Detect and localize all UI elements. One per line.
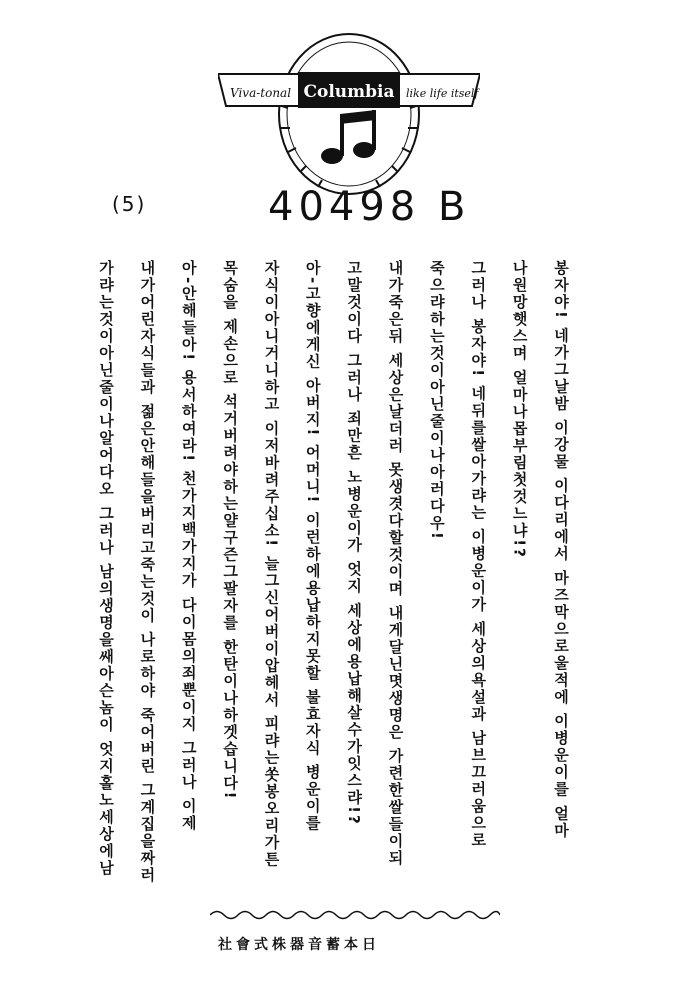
record-number: 40498 B <box>268 184 471 230</box>
columbia-logo <box>218 18 480 198</box>
lyrics-line: 목숨을 제손으로 석거버려야하는얄구즌그팔자를 한탄이나하겟습니다! <box>221 260 240 801</box>
lyrics-line: 고말것이다 그러나 죄만흔 노병운이가 엇지 세상에용납해살수가잇스랴!? <box>345 260 364 826</box>
lyrics-line: 봉자야! 네가그날밤 이강물 이다리에서 마즈막으로울적에 이병운이를 얼마 <box>551 260 570 840</box>
lyrics-line: 그러나 봉자야! 네뒤를쌀아가랴는 이병운이가 세상의욕설과 남브끄러움으로 <box>469 260 488 849</box>
lyrics-line: 아-안해들아! 용서하여라! 천가지백가지가 다이몸의죄뿐이지 그러나 이제 <box>179 260 198 833</box>
lyrics-line: 아-고향에게신 아버지! 어머니! 이런하에용납하지못할 불효자식 병운이를 <box>303 260 322 833</box>
page-number: (5) <box>112 192 147 216</box>
lyrics-line: 내가죽은뒤 세상은날더러 못생겻다할것이며 내게달닌몃생명은 가련한쌀들이되 <box>386 260 405 867</box>
music-note-icon <box>321 110 376 164</box>
logo-brand: Columbia <box>303 82 395 102</box>
wavy-divider <box>210 908 500 922</box>
logo-left-motto: Viva-tonal <box>230 86 292 100</box>
lyrics-line: 죽으랴하는것이아닌줄이나아러다우! <box>427 260 446 541</box>
lyrics-line: 나원망햇스며 얼마나몹부림첫것느냐!? <box>510 260 529 559</box>
publisher-name: 日本蓄音器株式會社 <box>218 937 380 953</box>
lyrics-line: 가랴는것이아닌줄이나알어다오 그러나 남의생명을쌔아슨놈이 엇지홀노세상에남 <box>97 260 115 877</box>
lyrics-line: 자식이아니거니하고 이저바려주십소! 늘그신어버이압헤서 피랴는쏫봉오리가튼 <box>262 260 281 869</box>
lyrics-block <box>98 260 568 900</box>
logo-right-motto: like life itself <box>406 87 479 100</box>
lyrics-line: 내가어린자식들과 젊은안해들을버리고죽는것이 나로하야 죽어버린 그계집을짜러 <box>138 260 157 884</box>
